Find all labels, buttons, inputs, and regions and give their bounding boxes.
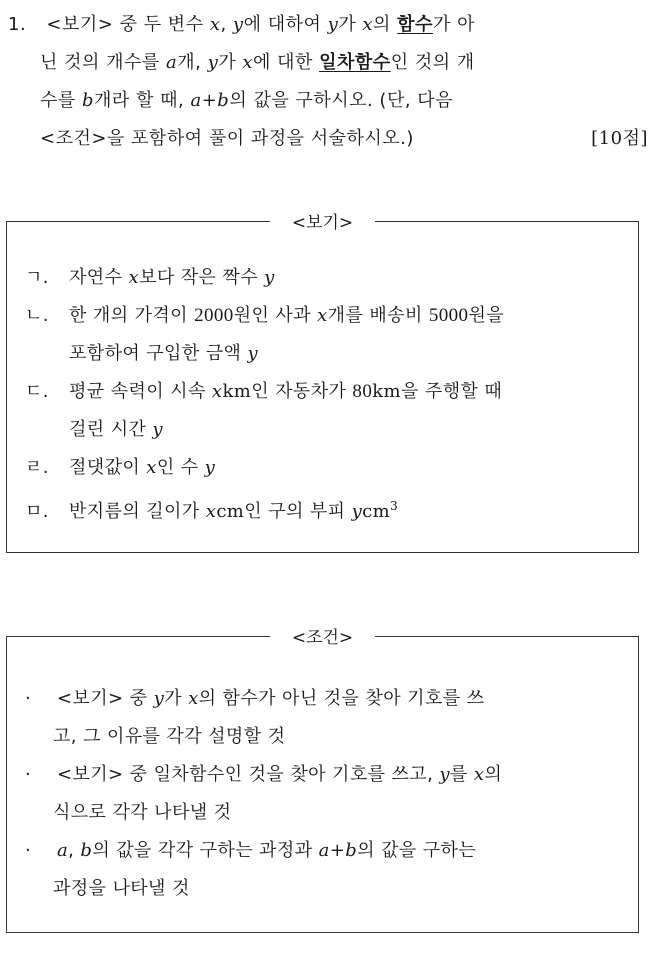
text-segment: ㄹ.: [25, 457, 49, 478]
bogi-item-4: [25, 449, 635, 487]
text-segment: 절댓값이: [69, 457, 147, 478]
text-segment: cm: [362, 501, 391, 522]
text-segment: <보기> 중 두 변수: [46, 14, 210, 35]
text-segment: y: [153, 688, 165, 709]
text-segment: km: [372, 381, 402, 402]
condition-item-2: [21, 756, 635, 832]
conditions-box: [6, 628, 639, 933]
text-segment: km: [222, 381, 252, 402]
bogi-title: [7, 208, 638, 233]
text-segment: y: [327, 14, 339, 35]
text-segment: a+b: [318, 840, 358, 861]
text-segment: 가: [218, 52, 243, 73]
text-segment: x: [205, 501, 217, 522]
text-segment: b: [82, 90, 95, 111]
text-segment: x: [362, 14, 374, 35]
text-segment: y: [204, 457, 216, 478]
text-segment: cm: [216, 501, 245, 522]
term-linear-function: 일차함수: [319, 52, 391, 73]
term-function: 함수: [397, 14, 433, 35]
text-segment: a: [57, 840, 69, 861]
text-segment: y: [264, 267, 275, 288]
text-segment: 의 값을 구하시오. (단, 다음: [229, 90, 454, 111]
text-segment: y: [232, 14, 244, 35]
text-segment: 에 대하여: [243, 14, 328, 35]
question-number: 1.: [8, 14, 27, 35]
text-segment: x: [242, 52, 254, 73]
text-segment: ㄴ.: [25, 305, 49, 326]
text-segment: 5000: [428, 305, 469, 326]
text-segment: ,: [220, 14, 233, 35]
text-segment: x: [211, 381, 223, 402]
text-segment: y: [439, 764, 450, 785]
bogi-item-2: [25, 297, 635, 373]
text-segment: x: [473, 764, 485, 785]
text-segment: 포함하여 구입한 금액: [69, 343, 248, 364]
text-segment: 의: [373, 14, 398, 35]
text-segment: 가: [164, 688, 189, 709]
text-segment: <보기>: [270, 213, 375, 233]
text-segment: x: [317, 305, 328, 326]
text-segment: 식으로 각각 나타낼 것: [53, 802, 232, 823]
text-segment: y: [152, 419, 163, 440]
text-segment: 걸린 시간: [69, 419, 153, 440]
text-segment: 인 구의 부피: [244, 501, 352, 522]
text-segment: 보다 작은 짝수: [139, 267, 265, 288]
question-line-3: [8, 82, 648, 120]
text-segment: y: [207, 52, 219, 73]
text-segment: x: [188, 688, 199, 709]
text-segment: 에 대한: [253, 52, 320, 73]
condition-item-3: [21, 832, 635, 908]
text-segment: 개라 할 때,: [94, 90, 191, 111]
question-line-1: [8, 6, 648, 44]
text-segment: 수를: [40, 90, 82, 111]
text-segment: b: [80, 840, 93, 861]
score: [10점]: [591, 128, 648, 149]
text-segment: 의 값을 각각 구하는 과정과: [92, 840, 319, 861]
question-line-2: [8, 44, 648, 82]
text-segment: 과정을 나타낼 것: [53, 878, 190, 899]
text-segment: 의 값을 구하는: [357, 840, 477, 861]
text-segment: 개,: [177, 52, 208, 73]
text-segment: 2000: [194, 305, 234, 326]
text-segment: <조건>을 포함하여 풀이 과정을 서술하시오.): [40, 128, 414, 149]
text-segment: 닌 것의 개수를: [40, 52, 166, 73]
text-segment: ㄱ.: [25, 267, 49, 288]
text-segment: 개를 배송비: [327, 305, 429, 326]
question-line-4: [8, 120, 648, 158]
text-segment: ㅁ.: [25, 501, 49, 522]
bogi-item-3: [25, 373, 635, 449]
text-segment: y: [247, 343, 259, 364]
text-segment: ·: [25, 688, 32, 709]
text-segment: 의 함수가 아닌 것을 찾아 기호를 쓰: [198, 688, 485, 709]
text-segment: 의: [484, 764, 503, 785]
text-segment: 원을: [468, 305, 505, 326]
text-segment: 를: [449, 764, 474, 785]
bogi-item-1: [25, 259, 635, 297]
text-segment: x: [128, 267, 140, 288]
text-segment: ,: [68, 840, 81, 861]
text-segment: x: [209, 14, 221, 35]
text-segment: 고, 그 이유를 각각 설명할 것: [53, 726, 286, 747]
text-segment: 가: [338, 14, 363, 35]
text-segment: a+b: [190, 90, 230, 111]
text-segment: 반지름의 길이가: [69, 501, 206, 522]
text-segment: a: [166, 52, 178, 73]
text-segment: 인 자동차가: [251, 381, 353, 402]
text-segment: <조건>: [270, 628, 375, 648]
text-segment: 한 개의 가격이: [69, 305, 195, 326]
bogi-item-5: [25, 487, 635, 531]
text-segment: <보기> 중 일차함수인 것을 찾아 기호를 쓰고,: [57, 764, 440, 785]
text-segment: 을 주행할 때: [401, 381, 503, 402]
text-segment: y: [351, 501, 363, 522]
text-segment: 평균 속력이 시속: [69, 381, 212, 402]
text-segment: 자연수: [69, 267, 129, 288]
condition-item-1: [21, 680, 635, 756]
bogi-box: [6, 213, 639, 553]
text-segment: 원인 사과: [233, 305, 318, 326]
question: [8, 6, 648, 158]
text-segment: 가 아: [432, 14, 475, 35]
text-segment: 인 것의 개: [390, 52, 475, 73]
text-segment: ·: [25, 764, 32, 785]
text-segment: ㄷ.: [25, 381, 49, 402]
text-segment: 인 수: [156, 457, 205, 478]
text-segment: ·: [25, 840, 32, 861]
text-segment: <보기> 중: [57, 688, 154, 709]
text-segment: x: [146, 457, 157, 478]
conditions-title: [7, 623, 638, 648]
text-segment: 3: [390, 499, 399, 513]
text-segment: 80: [352, 381, 373, 402]
